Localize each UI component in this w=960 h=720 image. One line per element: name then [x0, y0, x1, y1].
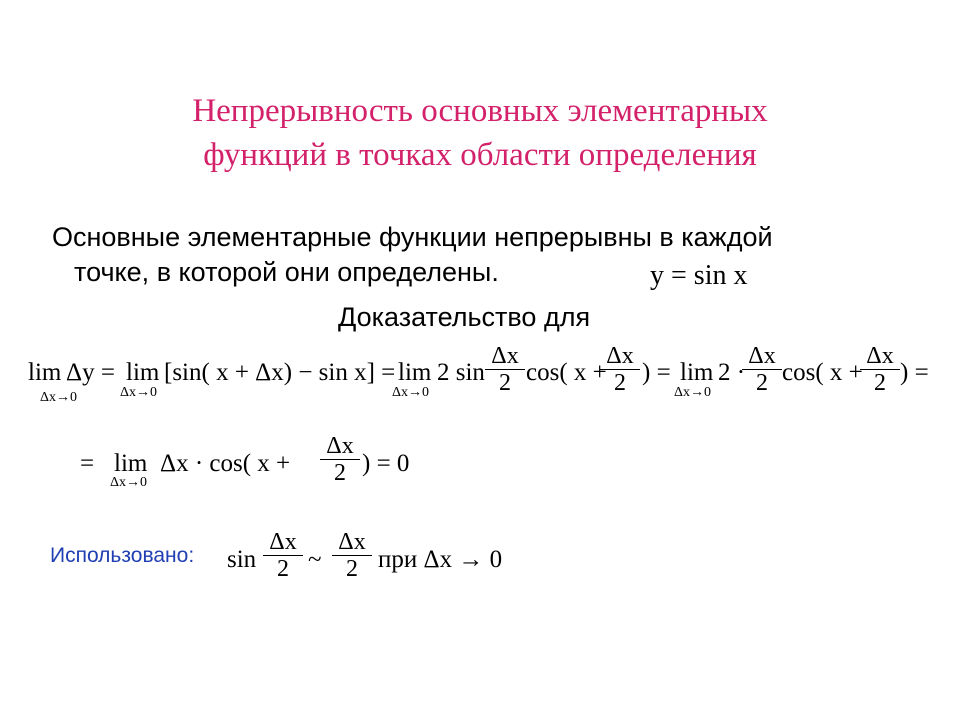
fraction-numerator: Δx — [485, 343, 525, 370]
used-label: Использовано: — [50, 544, 195, 567]
cos-open: cos( x + — [526, 359, 607, 386]
fraction-numerator: Δx — [320, 433, 360, 460]
sin: sin — [227, 546, 257, 573]
dx-cos-expr: Δx · cos( x + — [160, 450, 291, 477]
bracket-expr: [sin( x + Δx) − sin x] = — [164, 359, 396, 386]
function-label: y = sin x — [650, 260, 748, 291]
close-eq: ) = — [642, 359, 671, 386]
lim-2: lim — [126, 359, 160, 386]
lim-subscript: Δx→0 — [110, 475, 148, 490]
fraction-denominator: 2 — [277, 556, 289, 582]
lim-4-subscript: Δx→0 — [674, 385, 712, 400]
fraction-denominator: 2 — [499, 370, 511, 396]
fraction-dx-over-2 — [320, 433, 360, 486]
fraction-numerator: Δx — [860, 343, 900, 370]
statement-line-2: точке, в которой они определены. — [74, 257, 499, 287]
fraction-numerator: Δx — [263, 529, 303, 556]
fraction-dx-over-2 — [600, 343, 640, 396]
fraction-denominator: 2 — [756, 370, 768, 396]
lim-1: lim — [28, 359, 62, 386]
fraction-dx-over-2 — [332, 529, 372, 582]
slide-title-line-2: функций в точках области определения — [203, 137, 757, 173]
fraction-denominator: 2 — [346, 556, 358, 582]
fraction-denominator: 2 — [334, 460, 346, 486]
fraction-dx-over-2 — [860, 343, 900, 396]
fraction-dx-over-2 — [263, 529, 303, 582]
close-zero: ) = 0 — [362, 450, 410, 477]
statement-line-1: Основные элементарные функции непрерывны в каждой — [52, 222, 773, 252]
fraction-denominator: 2 — [874, 370, 886, 396]
fraction-numerator: Δx — [600, 343, 640, 370]
lim-2-subscript: Δx→0 — [120, 385, 158, 400]
lim-3-subscript: Δx→0 — [392, 385, 430, 400]
fraction-denominator: 2 — [614, 370, 626, 396]
two-dot: 2 · — [718, 359, 746, 386]
cos-open-2: cos( x + — [782, 359, 863, 386]
fraction-numerator: Δx — [742, 343, 782, 370]
equals-sign: = — [80, 450, 95, 477]
fraction-numerator: Δx — [332, 529, 372, 556]
tail-condition: при Δx → 0 — [378, 546, 503, 573]
lim: lim — [114, 450, 148, 477]
two-sin: 2 sin — [437, 359, 485, 386]
delta-y: Δy = — [66, 359, 115, 386]
proof-label: Доказательство для — [338, 302, 591, 332]
tilde: ~ — [308, 546, 322, 573]
lim-3: lim — [398, 359, 432, 386]
fraction-dx-over-2 — [485, 343, 525, 396]
fraction-dx-over-2 — [742, 343, 782, 396]
close-eq-2: ) = — [900, 359, 929, 386]
lim-1-subscript: Δx→0 — [40, 390, 78, 405]
lim-4: lim — [680, 359, 714, 386]
slide-title-line-1: Непрерывность основных элементарных — [192, 93, 768, 129]
